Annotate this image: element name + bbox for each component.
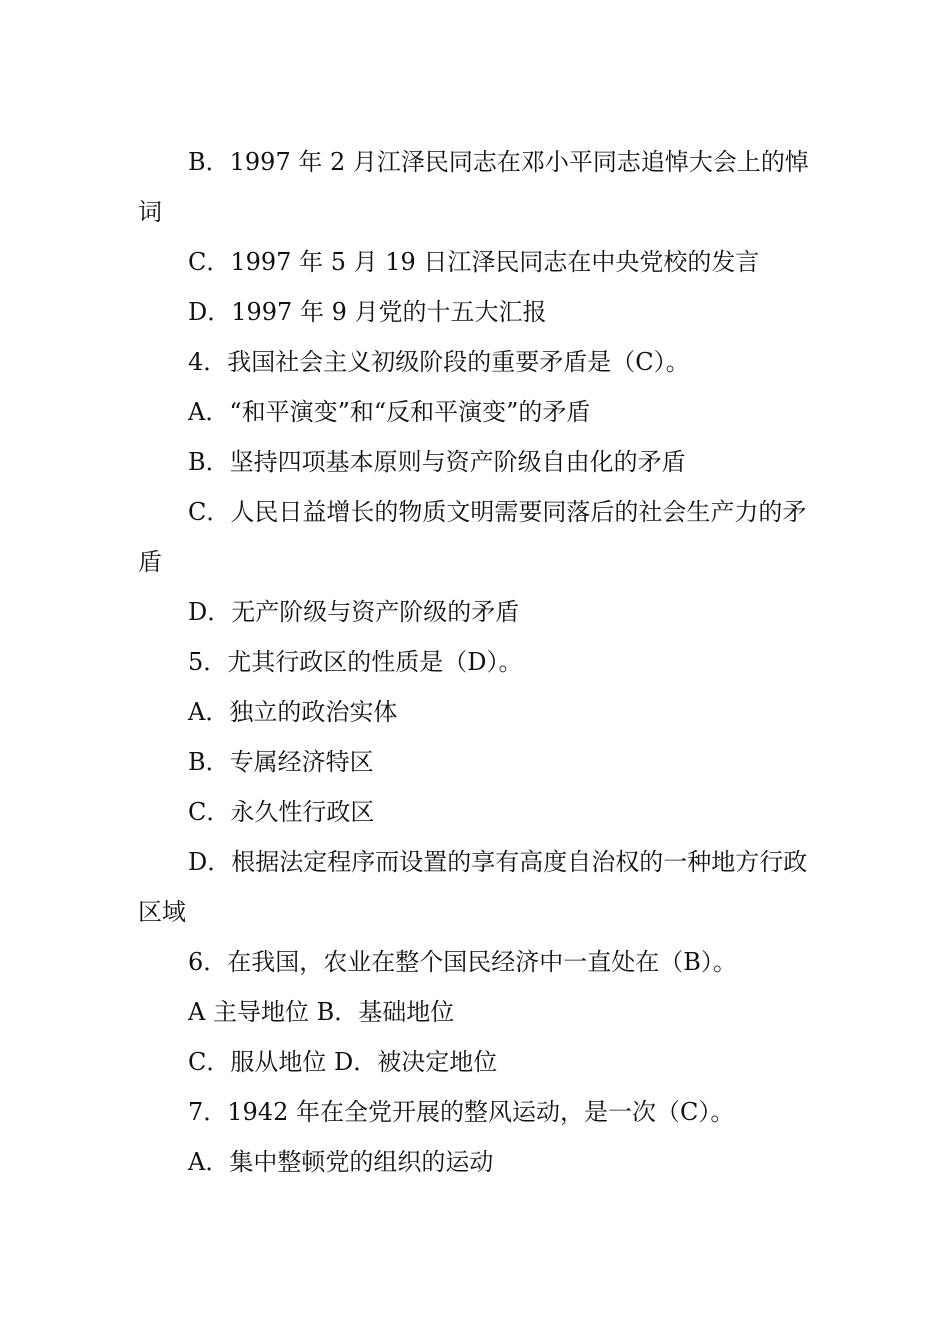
question-line: 7．1942 年在全党开展的整风运动，是一次（C）。 <box>188 1098 735 1126</box>
document-body <box>138 137 818 1187</box>
question-line: 4．我国社会主义初级阶段的重要矛盾是（C）。 <box>188 348 690 376</box>
option-line: C．人民日益增长的物质文明需要同落后的社会生产力的矛盾 <box>138 498 807 576</box>
option-line: C．1997 年 5 月 19 日江泽民同志在中央党校的发言 <box>188 248 760 276</box>
option-line: A．独立的政治实体 <box>188 698 398 726</box>
option-line: D．根据法定程序而设置的享有高度自治权的一种地方行政区域 <box>138 848 808 926</box>
option-line: A．集中整顿党的组织的运动 <box>188 1148 494 1176</box>
question-line: 5．尤其行政区的性质是（D）。 <box>188 648 523 676</box>
option-line: A 主导地位 B．基础地位 <box>188 998 455 1026</box>
option-line: B．坚持四项基本原则与资产阶级自由化的矛盾 <box>188 448 686 476</box>
option-line: A．“和平演变”和“反和平演变”的矛盾 <box>188 398 591 426</box>
option-line: B．1997 年 2 月江泽民同志在邓小平同志追悼大会上的悼词 <box>138 148 809 226</box>
option-line: D．1997 年 9 月党的十五大汇报 <box>188 298 547 326</box>
option-line: B．专属经济特区 <box>188 748 374 776</box>
option-line: C．服从地位 D．被决定地位 <box>188 1048 498 1076</box>
question-line: 6．在我国，农业在整个国民经济中一直处在（B）。 <box>188 948 737 976</box>
option-line: C．永久性行政区 <box>188 798 375 826</box>
option-line: D．无产阶级与资产阶级的矛盾 <box>188 598 520 626</box>
